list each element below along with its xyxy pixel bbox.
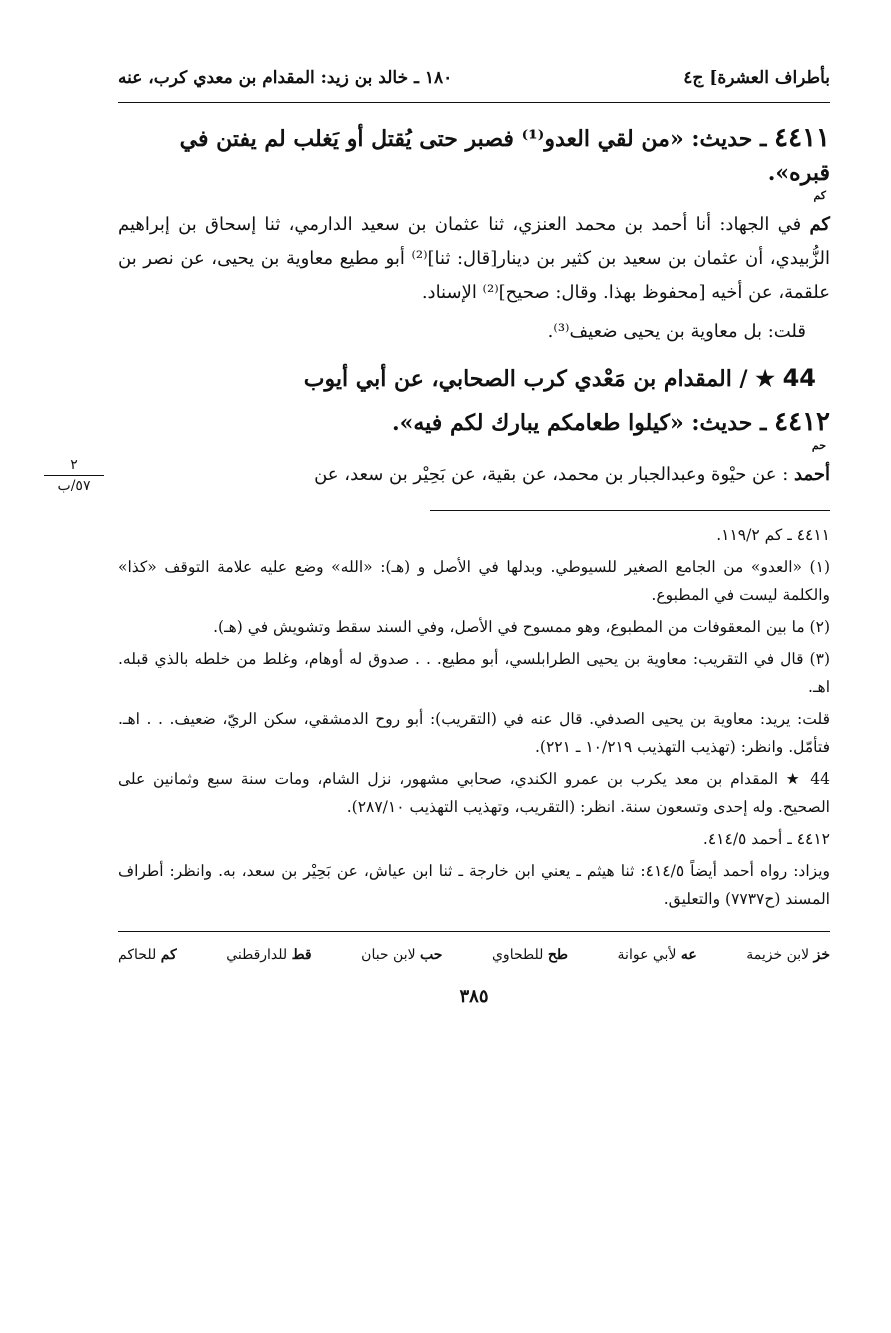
section-title: / المقدام بن مَعْدي كرب الصحابي، عن أبي أيوب (303, 366, 748, 392)
source-lead: كم (809, 214, 830, 235)
header-volume: بأطراف العشرة] ج٤ (683, 68, 830, 88)
hadith-text: ـ حديث: «كيلوا طعامكم يبارك لكم فيه». (391, 410, 767, 436)
page-number: ٣٨٥ (459, 986, 489, 1007)
bottom-rule (118, 931, 830, 932)
footnote: ٤٤١١ ـ كم ١١٩/٢. (716, 526, 830, 544)
hadith-4412-title (118, 405, 830, 452)
abbrev-item: خز لابن خزيمة (746, 947, 830, 963)
folio-bottom: ٥٧/ب (57, 478, 91, 494)
footnotes (118, 521, 830, 913)
folio-top: ٢ (70, 457, 78, 473)
header-chapter: ١٨٠ ـ خالد بن زيد: المقدام بن معدي كرب، عنه (118, 68, 453, 88)
footnote: (٣) قال في التقريب: معاوية بن يحيى الطرابلسي، أبو مطيع. . . صدوق له أوهام، وغلط من خلطه بالذي قبله. اهـ. (118, 650, 830, 696)
star-icon: ★ (755, 366, 775, 392)
abbrev-item: طح للطحاوي (491, 947, 569, 963)
manuscript-folio-note (44, 457, 104, 494)
section-heading-44 (118, 360, 816, 397)
abbrev-item: حب لابن حبان (361, 947, 443, 963)
hadith-4411-title (118, 121, 830, 202)
footnote: 44 ★ المقدام بن معد يكرب بن عمرو الكندي، صحابي مشهور، نزل الشام، ومات سنة سبع وثمانين على الصحيح. وله إحدى وتسعون سنة. انظر: (التقريب، وتهذيب التهذيب ٢٨٧/١٠). (118, 770, 830, 816)
isnad-paragraph-2 (118, 458, 830, 492)
abbreviations-key (118, 940, 830, 970)
footnote: قلت: يريد: معاوية بن يحيى الصدفي. قال عنه في (التقريب): أبو روح الدمشقي، سكن الريّ، ضعيف. . . اهـ. فتأمّل. وانظر: (تهذيب التهذيب ١٠/٢١٩ ـ ٢٢١). (118, 710, 830, 756)
abbrev-item: قط للدارقطني (226, 947, 312, 963)
footnote: (٢) ما بين المعقوفات من المطبوع، وهو ممسوح في الأصل، وفي السند سقط وتشويش في (هـ). (213, 618, 830, 636)
footnote: (١) «العدو» من الجامع الصغير للسيوطي. وبدلها في الأصل و (هـ): «الله» وضع عليه علامة التوقف «كذا» والكلمة ليست في المطبوع. (118, 558, 830, 604)
footnote: ٤٤١٢ ـ أحمد ٤١٤/٥. (702, 830, 830, 848)
main-text (118, 103, 830, 492)
hadith-number: ٤٤١٢ (774, 407, 830, 437)
hadith-number: ٤٤١١ (774, 123, 830, 153)
running-header (118, 68, 830, 103)
hadith-text: ـ حديث: «من لقي العدو⁽¹⁾ فصبر حتى يُقتل أو يَغلب لم يفتن في قبره». (179, 126, 830, 186)
footnote: ويزاد: رواه أحمد أيضاً ٤١٤/٥: ثنا هيثم ـ يعني ابن خارجة ـ ثنا ابن عياش، عن بَحِيْر بن سعد، به. وانظر: أطراف المسند (ح٧٧٣٧) والتعليق. (118, 862, 830, 908)
page (118, 68, 830, 1007)
abbrev-item: كم للحاكم (118, 947, 177, 963)
section-number: 44 (782, 364, 816, 392)
isnad-text: : عن حيْوة وعبدالجبار بن محمد، عن بقية، عن بَحِيْر بن سعد، عن (314, 464, 789, 485)
isnad-text: في الجهاد: أنا أحمد بن محمد العنزي، ثنا عثمان بن سعيد الدارمي، ثنا إسحاق بن إبراهيم الزُّبيدي، أن عثمان بن سعيد بن كثير بن دينار[قال: ثنا]⁽²⁾ أبو مطيع معاوية بن يحيى، عن نصر بن علقمة، عن أخيه [محفوظ بهذا. وقال: صحيح]⁽²⁾ الإسناد. (118, 214, 831, 303)
footnote-rule (430, 510, 830, 521)
source-mark: كم (813, 189, 826, 202)
isnad-paragraph (118, 208, 830, 310)
source-mark: حم (811, 439, 826, 452)
source-lead: أحمد (794, 464, 830, 485)
folio-divider (44, 475, 104, 476)
abbrev-item: عه لأبي عوانة (617, 947, 697, 963)
author-comment: قلت: بل معاوية بن يحيى ضعيف⁽³⁾. (547, 321, 806, 342)
